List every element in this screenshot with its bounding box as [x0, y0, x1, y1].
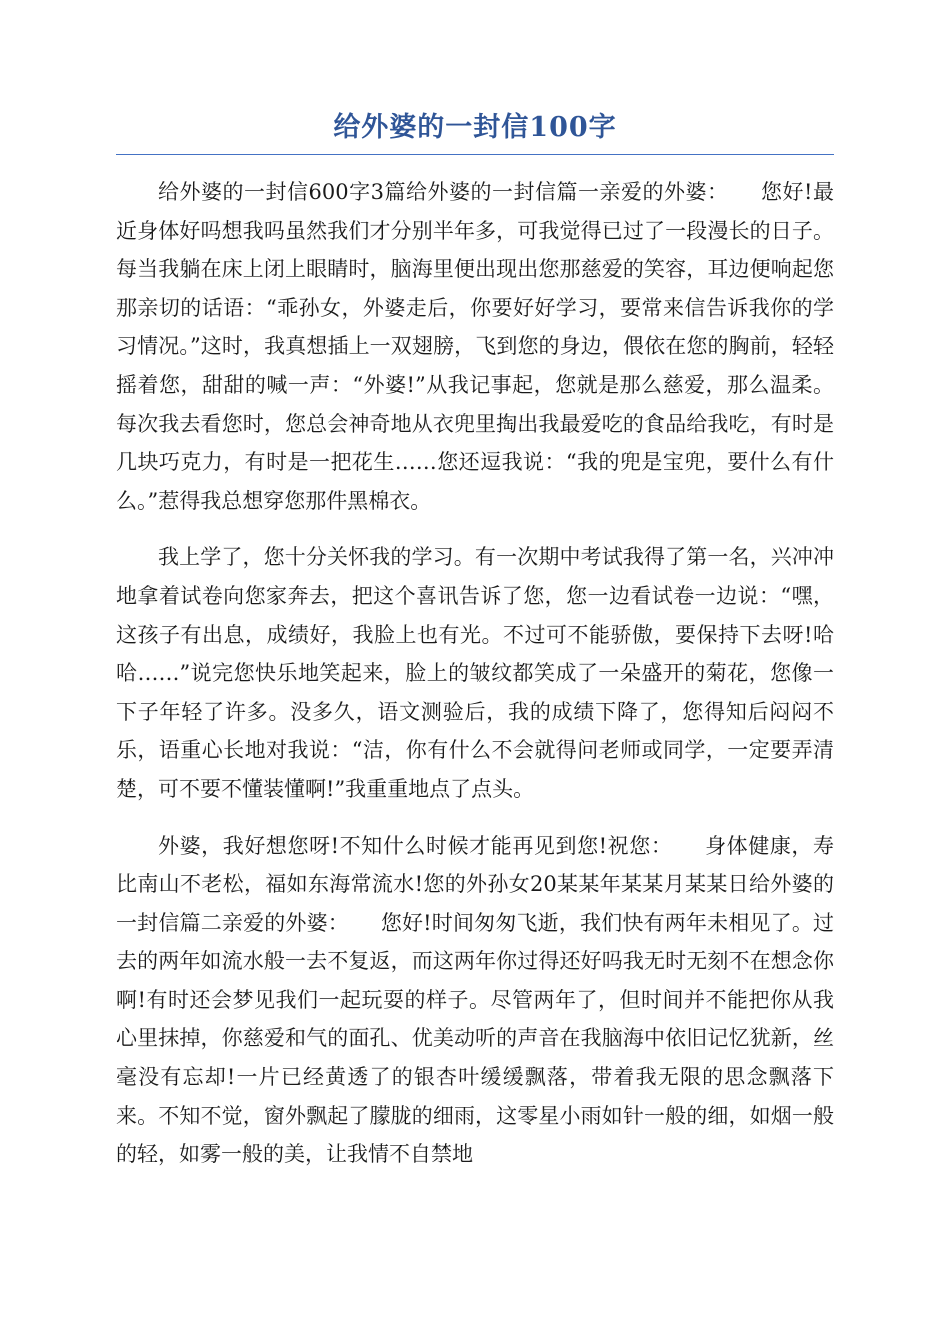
paragraph-1: 给外婆的一封信600字3篇给外婆的一封信篇一亲爱的外婆： 您好!最近身体好吗想我吗虽然我们才分别半年多，可我觉得已过了一段漫长的日子。每当我躺在床上闭上眼睛时，脑海里便出现出您那慈爱的笑容，耳边便响起您那亲切的话语：“乖孙女，外婆走后，你要好好学习，要常来信告诉我你的学习情况。”这时，我真想插上一双翅膀，飞到您的身边，偎依在您的胸前，轻轻摇着您，甜甜的喊一声：“外婆!”从我记事起，您就是那么慈爱，那么温柔。每次我去看您时，您总会神奇地从衣兜里掏出我最爱吃的食品给我吃，有时是几块巧克力，有时是一把花生……您还逗我说：“我的兜是宝兜，要什么有什么。”惹得我总想穿您那件黑棉衣。 — [116, 180, 834, 513]
document-page — [116, 108, 834, 1192]
paragraph-3: 外婆，我好想您呀!不知什么时候才能再见到您!祝您： 身体健康，寿比南山不老松，福如东海常流水!您的外孙女20某某年某某月某某日给外婆的一封信篇二亲爱的外婆： 您好!时间匆匆飞逝，我们快有两年未相见了。过去的两年如流水般一去不复返，而这两年你过得还好吗我无时无刻不在想念你啊!有时还会梦见我们一起玩耍的样子。尽管两年了，但时间并不能把你从我心里抹掉，你慈爱和气的面孔、优美动听的声音在我脑海中依旧记忆犹新，丝毫没有忘却!一片已经黄透了的银杏叶缓缓飘落，带着我无限的思念飘落下来。不知不觉，窗外飘起了朦胧的细雨，这零星小雨如针一般的细，如烟一般的轻，如雾一般的美，让我情不自禁地 — [116, 833, 834, 1167]
paragraph-2: 我上学了，您十分关怀我的学习。有一次期中考试我得了第一名，兴冲冲地拿着试卷向您家奔去，把这个喜讯告诉了您，您一边看试卷一边说：“嘿，这孩子有出息，成绩好，我脸上也有光。不过可不能骄傲，要保持下去呀!哈哈……”说完您快乐地笑起来，脸上的皱纹都笑成了一朵盛开的菊花，您像一下子年轻了许多。没多久，语文测验后，我的成绩下降了，您得知后闷闷不乐，语重心长地对我说：“洁，你有什么不会就得问老师或同学，一定要弄清楚，可不要不懂装懂啊!”我重重地点了点头。 — [116, 545, 834, 801]
document-title: 给外婆的一封信100字 — [333, 112, 617, 143]
title-underline — [116, 154, 834, 155]
